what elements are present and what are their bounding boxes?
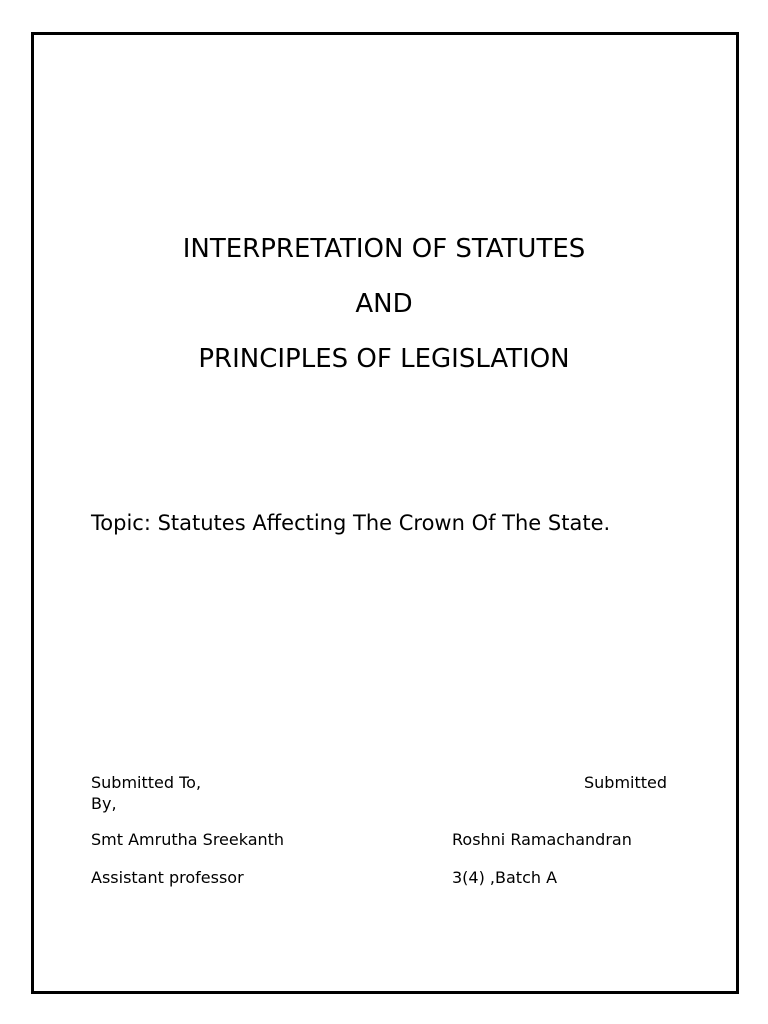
submitted-to-label: Submitted To, xyxy=(91,773,202,792)
submitted-by-label-continued: By, xyxy=(91,794,117,813)
title-line-1: INTERPRETATION OF STATUTES xyxy=(182,234,586,264)
teacher-name: Smt Amrutha Sreekanth xyxy=(91,830,285,849)
student-name: Roshni Ramachandran xyxy=(452,830,632,849)
title-line-2: AND xyxy=(355,289,413,319)
teacher-title: Assistant professor xyxy=(91,868,244,887)
topic-line: Topic: Statutes Affecting The Crown Of The State. xyxy=(91,511,611,535)
submitted-by-label: Submitted xyxy=(584,773,668,792)
document-title xyxy=(0,222,768,387)
student-class: 3(4) ,Batch A xyxy=(452,868,558,887)
title-line-3: PRINCIPLES OF LEGISLATION xyxy=(198,344,570,374)
